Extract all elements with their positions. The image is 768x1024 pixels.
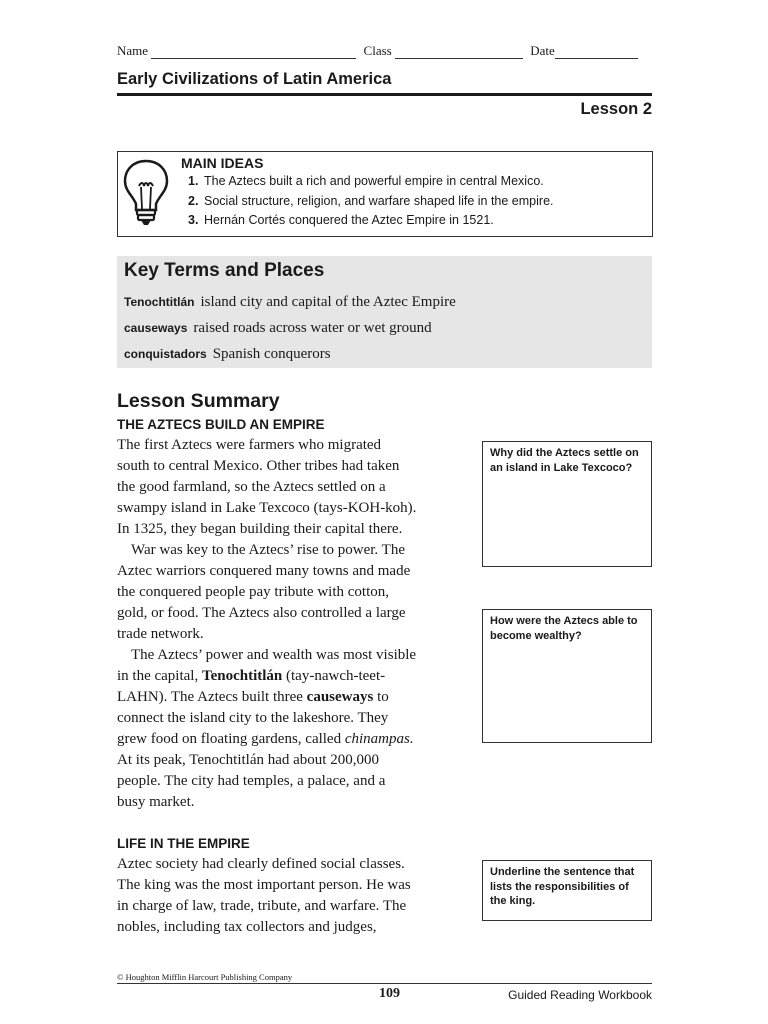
key-term-row [124, 346, 331, 363]
main-ideas-title: MAIN IDEAS [181, 155, 264, 171]
body-line: people. The city had temples, a palace, and a [117, 773, 386, 789]
section-heading: LIFE IN THE EMPIRE [117, 836, 250, 851]
body-line: south to central Mexico. Other tribes had taken [117, 458, 400, 474]
body-line [117, 666, 447, 687]
body-line: nobles, including tax collectors and judges, [117, 919, 377, 935]
key-term-inline: Tenochtitlán [201, 668, 283, 684]
main-idea-item [188, 172, 554, 192]
page-number: 109 [379, 986, 400, 1001]
side-question-box[interactable] [482, 609, 652, 743]
key-term: conquistadors [124, 347, 207, 361]
body-line: Aztec warriors conquered many towns and made [117, 563, 411, 579]
main-ideas-list [188, 172, 554, 231]
side-question-box[interactable] [482, 441, 652, 567]
footer-rule [117, 983, 652, 984]
body-line [117, 687, 447, 708]
date-label: Date [530, 43, 555, 58]
workbook-title: Guided Reading Workbook [508, 988, 652, 1002]
key-terms-title: Key Terms and Places [124, 260, 325, 281]
section-body [117, 854, 447, 938]
body-text: LAHN). The Aztecs built three [117, 689, 307, 705]
side-question-text: How were the Aztecs able to become wealthy? [490, 615, 638, 642]
key-term-definition: raised roads across water or wet ground [193, 320, 432, 336]
body-text: (tay-nawch-teet- [282, 668, 386, 684]
body-line: Aztec society had clearly defined social classes. [117, 856, 405, 872]
body-line: connect the island city to the lakeshore. They [117, 710, 389, 726]
key-term-definition: Spanish conquerors [212, 346, 331, 362]
body-line: swampy island in Lake Texcoco (tays-KOH-koh). [117, 500, 417, 516]
side-question-text: Underline the sentence that lists the responsibilities of the king. [490, 866, 635, 907]
key-term-row [124, 320, 432, 337]
main-idea-text: Hernán Cortés conquered the Aztec Empire in 1521. [204, 213, 494, 227]
class-blank[interactable] [395, 47, 523, 59]
body-line: the conquered people pay tribute with cotton, [117, 584, 389, 600]
key-term: causeways [124, 321, 188, 335]
main-idea-item [188, 192, 554, 212]
body-line: In 1325, they began building their capital there. [117, 521, 403, 537]
side-question-text: Why did the Aztecs settle on an island in Lake Texcoco? [490, 447, 639, 474]
unit-title: Early Civilizations of Latin America [117, 70, 392, 88]
lesson-label: Lesson 2 [580, 100, 652, 118]
key-term-definition: island city and capital of the Aztec Empire [200, 294, 456, 310]
section-body [117, 435, 447, 813]
title-rule [117, 93, 652, 96]
date-blank[interactable] [555, 47, 638, 59]
body-line: busy market. [117, 794, 195, 810]
lesson-summary-title: Lesson Summary [117, 390, 280, 412]
name-label: Name [117, 43, 149, 58]
key-term-row [124, 294, 456, 311]
body-line: The first Aztecs were farmers who migrated [117, 437, 382, 453]
body-line: the good farmland, so the Aztecs settled on a [117, 479, 386, 495]
main-idea-item [188, 211, 554, 231]
italic-term: chinampas. [344, 731, 414, 747]
body-text: to [373, 689, 389, 705]
name-class-date-line [117, 43, 652, 59]
main-idea-text: The Aztecs built a rich and powerful empire in central Mexico. [204, 174, 544, 188]
side-question-box[interactable] [482, 860, 652, 921]
body-line: in charge of law, trade, tribute, and warfare. The [117, 898, 407, 914]
body-line [117, 729, 447, 750]
key-term-inline: causeways [306, 689, 374, 705]
body-line: gold, or food. The Aztecs also controlled a large [117, 605, 406, 621]
body-text: grew food on floating gardens, called [117, 731, 345, 747]
body-text: in the capital, [117, 668, 202, 684]
copyright: © Houghton Mifflin Harcourt Publishing Company [117, 972, 293, 982]
name-blank[interactable] [151, 47, 356, 59]
main-idea-number: 2. [188, 193, 199, 208]
main-idea-number: 1. [188, 174, 199, 188]
section-heading: THE AZTECS BUILD AN EMPIRE [117, 417, 325, 432]
body-line: At its peak, Tenochtitlán had about 200,000 [117, 752, 379, 768]
body-line: War was key to the Aztecs’ rise to power. The [131, 542, 405, 558]
body-line: trade network. [117, 626, 204, 642]
body-line: The king was the most important person. He was [117, 877, 411, 893]
main-idea-number: 3. [188, 213, 199, 227]
main-idea-text: Social structure, religion, and warfare shaped life in the empire. [204, 193, 554, 208]
body-line: The Aztecs’ power and wealth was most visible [131, 647, 417, 663]
lightbulb-icon [122, 158, 170, 228]
key-term: Tenochtitlán [124, 295, 195, 309]
class-label: Class [363, 43, 392, 58]
